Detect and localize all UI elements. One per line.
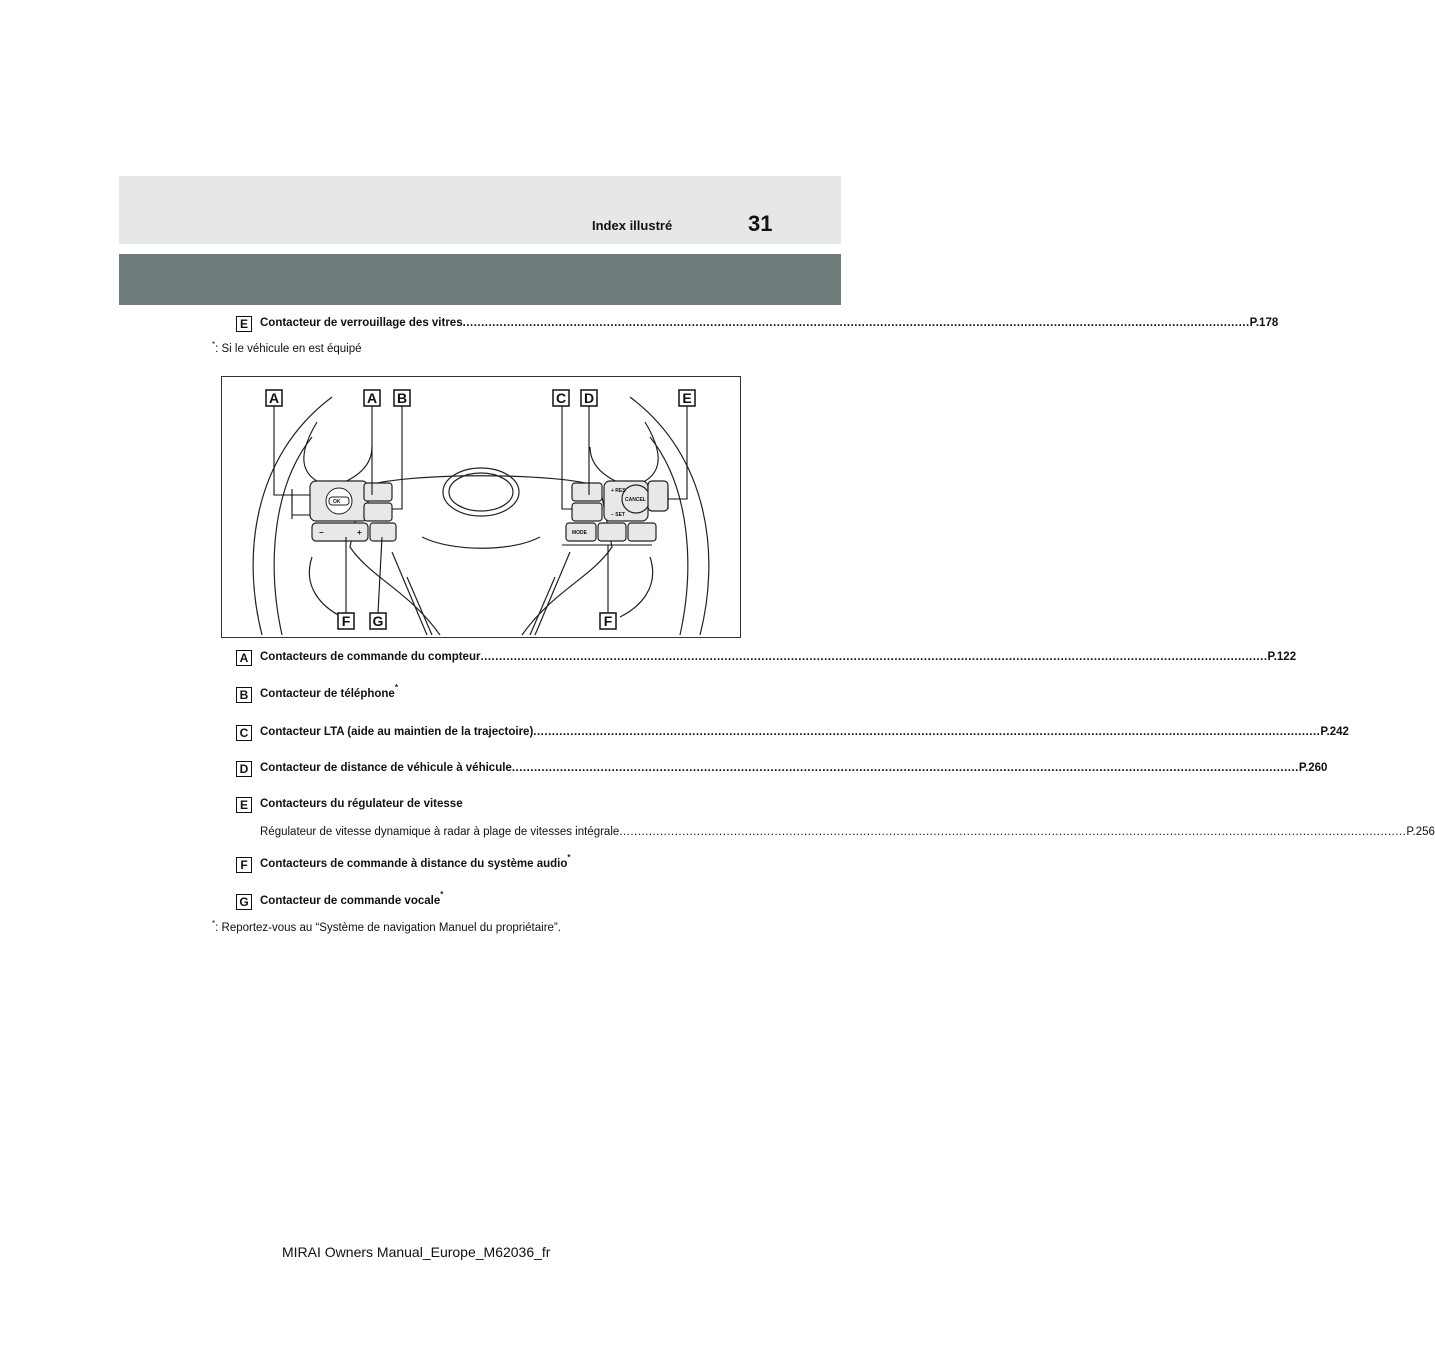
entry-b <box>236 683 736 705</box>
leader-dots <box>512 762 1299 774</box>
section-title: Index illustré <box>592 218 673 233</box>
badge-b: B <box>236 687 252 703</box>
footnote-text: : Si le véhicule en est équipé <box>215 343 362 355</box>
badge-d: D <box>236 761 252 777</box>
entry-label: Contacteurs de commande du compteur <box>260 651 481 663</box>
footnote-text: : Reportez-vous au “Système de navigation Manuel du propriétaire”. <box>215 922 561 934</box>
leader-dots <box>480 651 1267 663</box>
btn-mode: MODE <box>572 530 587 536</box>
footnote-mark: * <box>212 340 216 350</box>
entry-label: Contacteurs du régulateur de vitesse <box>260 798 463 810</box>
callout-c: C <box>555 390 567 406</box>
entry-d <box>236 761 1328 779</box>
entry-g <box>236 890 736 912</box>
leader-dots <box>533 726 1320 738</box>
footnote-mark: * <box>212 919 216 929</box>
footnote-navigation <box>212 919 561 934</box>
btn-ok: OK <box>333 499 341 505</box>
footnote-mark: * <box>567 853 571 862</box>
steering-wheel-illustration <box>222 377 740 637</box>
page-ref: P.256 <box>1406 826 1435 838</box>
entry-a <box>236 650 1297 668</box>
badge-e: E <box>236 316 252 332</box>
footnote-equipped <box>212 340 362 355</box>
entry-label: Contacteurs de commande à distance du système audio <box>260 858 568 870</box>
entry-label: Contacteur de commande vocale <box>260 895 441 907</box>
callout-b: B <box>396 390 408 406</box>
btn-plus: + <box>357 528 362 537</box>
entry-f <box>236 853 736 875</box>
entry-label: Contacteur de verrouillage des vitres <box>260 317 463 329</box>
callout-a-right: A <box>366 390 378 406</box>
footer-manual-id: MIRAI Owners Manual_Europe_M62036_fr <box>282 1244 551 1260</box>
callout-g: G <box>372 613 384 629</box>
page-ref: P.242 <box>1320 726 1349 738</box>
leader-dots <box>619 826 1406 838</box>
badge-c: C <box>236 725 252 741</box>
entry-c <box>236 725 1349 743</box>
entry-label: Contacteur LTA (aide au maintien de la trajectoire) <box>260 726 534 738</box>
badge-f: F <box>236 857 252 873</box>
badge-e: E <box>236 797 252 813</box>
badge-g: G <box>236 894 252 910</box>
sub-entry-radar-cruise <box>260 826 1435 838</box>
badge-a: A <box>236 650 252 666</box>
callout-e: E <box>682 390 692 406</box>
page-ref: P.122 <box>1267 651 1297 663</box>
btn-set: − SET <box>611 512 626 518</box>
page-number: 31 <box>748 211 773 236</box>
sub-entry-label: Régulateur de vitesse dynamique à radar à plage de vitesses intégrale <box>260 826 620 838</box>
btn-minus: − <box>319 528 324 537</box>
leader-dots <box>463 317 1250 329</box>
page-ref: P.260 <box>1298 762 1328 774</box>
callout-f-left: F <box>341 613 351 629</box>
btn-cancel: CANCEL <box>625 497 646 503</box>
header-band <box>119 176 841 244</box>
footnote-mark: * <box>440 890 444 899</box>
callout-d: D <box>583 390 595 406</box>
entry-e <box>236 797 736 815</box>
entry-label: Contacteur de distance de véhicule à véhicule <box>260 762 512 774</box>
header-dark-band <box>119 254 841 305</box>
entry-window-lock <box>236 316 1279 334</box>
entry-label: Contacteur de téléphone <box>260 688 395 700</box>
btn-res: + RES <box>611 488 626 494</box>
steering-wheel-figure <box>221 376 741 638</box>
footnote-mark: * <box>394 683 398 692</box>
page-ref: P.178 <box>1249 317 1279 329</box>
callout-f-right: F <box>603 613 613 629</box>
callout-a-left: A <box>268 390 280 406</box>
